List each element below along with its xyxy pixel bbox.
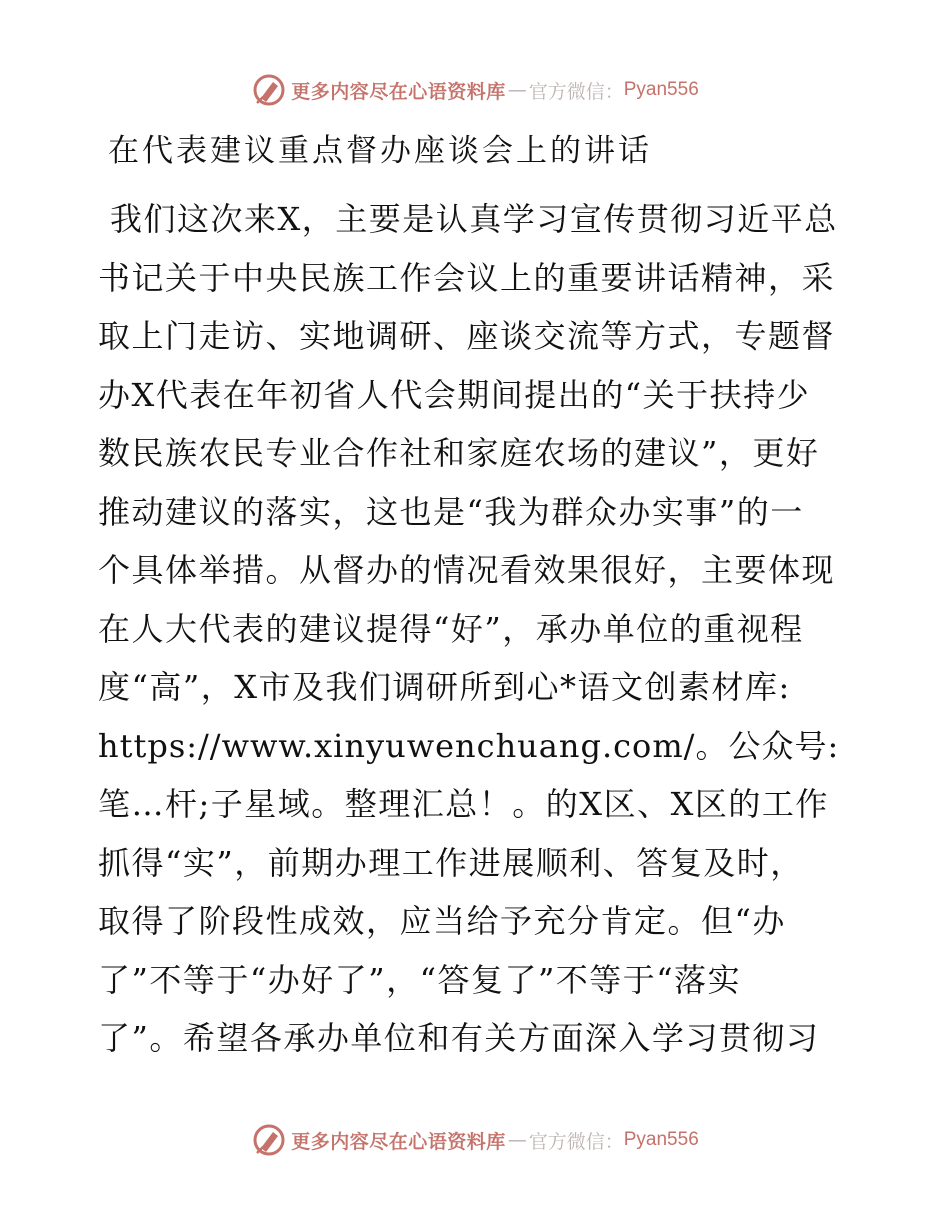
banner-brand-text: 更多内容尽在心语资料库 bbox=[291, 80, 506, 103]
banner-brand-text: 更多内容尽在心语资料库 bbox=[291, 1130, 506, 1153]
banner-wechat-label: 官方微信： bbox=[528, 80, 624, 103]
body-line-url: https://www.xinyuwenchuang.com/。公众号: bbox=[98, 726, 840, 765]
document-title: 在代表建议重点督办座谈会上的讲话 bbox=[108, 133, 652, 169]
body-line: 了”不等于“办好了”，“答复了”不等于“落实 bbox=[98, 960, 742, 999]
body-line: 书记关于中央民族工作会议上的重要讲话精神，采 bbox=[98, 258, 836, 297]
body-line: 数民族农民专业合作社和家庭农场的建议”，更好 bbox=[98, 434, 820, 472]
body-line: 办X代表在年初省人代会期间提出的“关于扶持少 bbox=[98, 375, 811, 414]
body-line: 了”。希望各承办单位和有关方面深入学习贯彻习 bbox=[98, 1019, 820, 1057]
pen-nib-logo-icon bbox=[251, 1122, 287, 1158]
banner-wechat-label: 官方微信： bbox=[528, 1130, 624, 1153]
banner-wechat-id: Pyan556 bbox=[623, 79, 699, 100]
banner-wechat-id: Pyan556 bbox=[623, 1129, 699, 1150]
body-line: 推动建议的落实，这也是“我为群众办实事”的一 bbox=[98, 492, 804, 531]
body-line: 度“高”，X市及我们调研所到心*语文创素材库: bbox=[98, 668, 791, 706]
body-line: 个具体举措。从督办的情况看效果很好，主要体现 bbox=[98, 551, 836, 589]
footer-banner bbox=[0, 1120, 950, 1160]
body-line: 抓得“实”，前期办理工作进展顺利、答复及时， bbox=[98, 843, 804, 882]
header-banner bbox=[0, 70, 950, 110]
document-body bbox=[98, 190, 858, 1068]
body-line: 取上门走访、实地调研、座谈交流等方式，专题督 bbox=[98, 317, 836, 355]
body-line: 在人大代表的建议提得“好”，承办单位的重视程 bbox=[98, 609, 804, 648]
banner-dash: — bbox=[507, 79, 527, 101]
body-line: 我们这次来X，主要是认真学习宣传贯彻习近平总 bbox=[110, 200, 838, 238]
body-line: 取得了阶段性成效，应当给予充分肯定。但“办 bbox=[98, 902, 786, 940]
banner-dash: — bbox=[507, 1129, 527, 1151]
pen-nib-logo-icon bbox=[251, 72, 287, 108]
body-line: 笔…杆;子星域。整理汇总！。的X区、X区的工作 bbox=[98, 785, 829, 823]
